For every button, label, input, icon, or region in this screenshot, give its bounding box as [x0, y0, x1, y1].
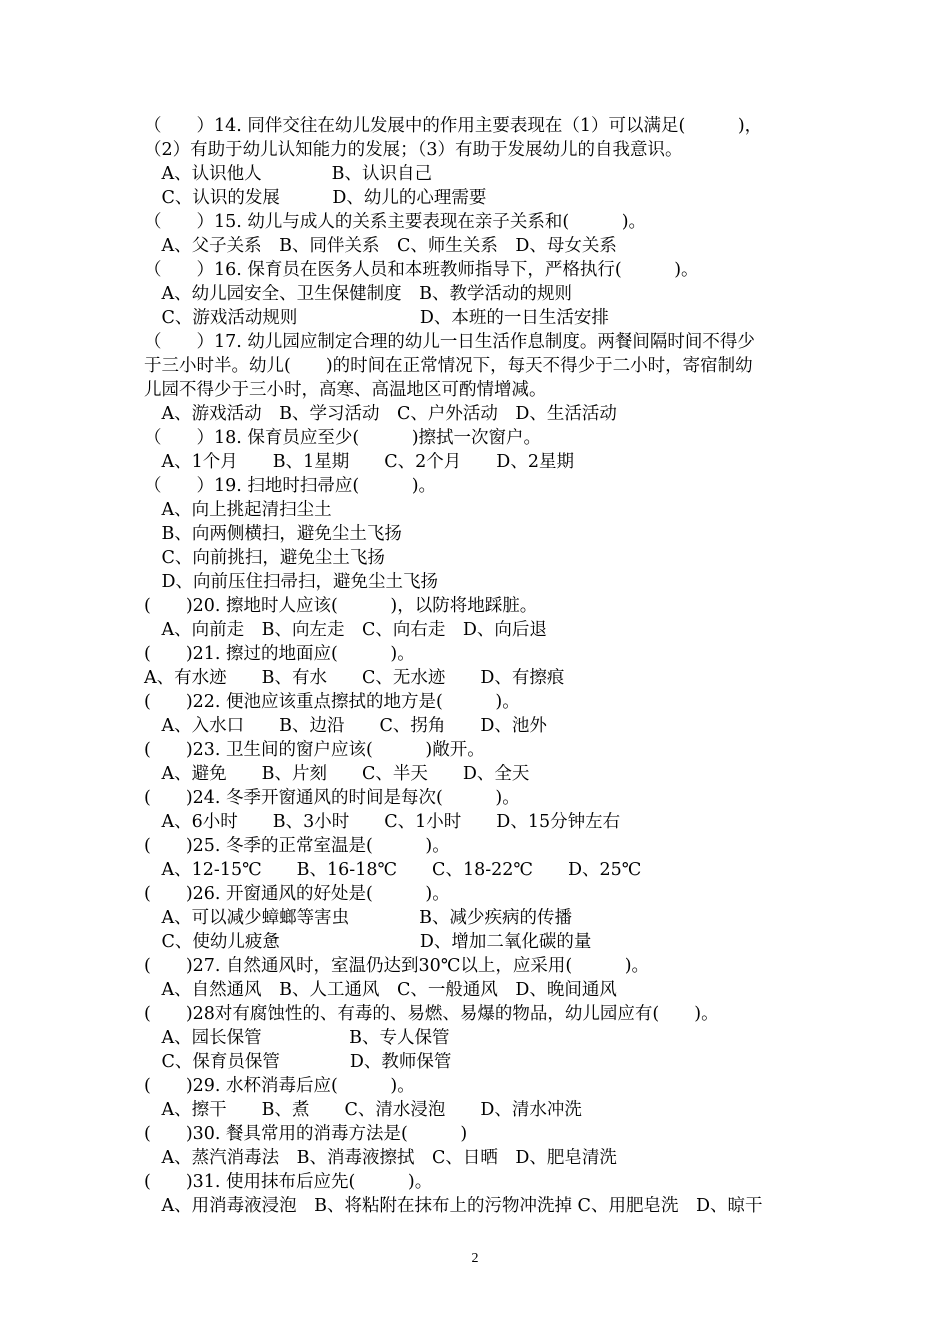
text-line: ( )31. 使用抹布后应先( )。: [144, 1172, 433, 1192]
text-line: A、用消毒液浸泡 B、将粘附在抹布上的污物冲洗掉 C、用肥皂洗 D、晾干: [144, 1196, 763, 1216]
text-line: ( )26. 开窗通风的好处是( )。: [144, 884, 450, 904]
text-line: ( )25. 冬季的正常室温是( )。: [144, 836, 450, 856]
text-line: （ ）17. 幼儿园应制定合理的幼儿一日生活作息制度。两餐间隔时间不得少: [144, 332, 755, 352]
text-line: （2）有助于幼儿认知能力的发展；（3）有助于发展幼儿的自我意识。: [144, 140, 683, 160]
text-line: ( )29. 水杯消毒后应( )。: [144, 1076, 415, 1096]
text-line: A、向上挑起清扫尘土: [144, 500, 332, 520]
text-line: C、向前挑扫，避免尘土飞扬: [144, 548, 385, 568]
text-line: A、父子关系 B、同伴关系 C、师生关系 D、母女关系: [144, 236, 617, 256]
text-line: ( )28对有腐蚀性的、有毒的、易燃、易爆的物品，幼儿园应有( )。: [144, 1004, 719, 1024]
text-line: （ ）15. 幼儿与成人的关系主要表现在亲子关系和( )。: [144, 212, 647, 232]
text-line: C、认识的发展 D、幼儿的心理需要: [144, 188, 487, 208]
text-line: ( )30. 餐具常用的消毒方法是( ): [144, 1124, 468, 1144]
text-line: B、向两侧横扫，避免尘土飞扬: [144, 524, 402, 544]
text-line: A、12-15℃ B、16-18℃ C、18-22℃ D、25℃: [144, 860, 642, 880]
text-line: A、6小时 B、3小时 C、1小时 D、15分钟左右: [144, 812, 621, 832]
text-line: ( )23. 卫生间的窗户应该( )敞开。: [144, 740, 485, 760]
text-line: ( )24. 冬季开窗通风的时间是每次( )。: [144, 788, 520, 808]
text-line: C、保育员保管 D、教师保管: [144, 1052, 452, 1072]
text-line: （ ）14. 同伴交往在幼儿发展中的作用主要表现在（1）可以满足( )，: [144, 116, 763, 136]
text-line: A、可以减少蟑螂等害虫 B、减少疾病的传播: [144, 908, 572, 928]
text-line: （ ）18. 保育员应至少( )擦拭一次窗户。: [144, 428, 542, 448]
text-line: A、认识他人 B、认识自己: [144, 164, 432, 184]
text-line: A、幼儿园安全、卫生保健制度 B、教学活动的规则: [144, 284, 572, 304]
text-line: ( )20. 擦地时人应该( )，以防将地踩脏。: [144, 596, 538, 616]
text-line: ( )21. 擦过的地面应( )。: [144, 644, 415, 664]
text-line: A、避免 B、片刻 C、半天 D、全天: [144, 764, 530, 784]
text-line: A、有水迹 B、有水 C、无水迹 D、有擦痕: [144, 668, 565, 688]
text-line: A、游戏活动 B、学习活动 C、户外活动 D、生活活动: [144, 404, 617, 424]
text-line: C、游戏活动规则 D、本班的一日生活安排: [144, 308, 609, 328]
text-line: 于三小时半。幼儿( )的时间在正常情况下，每天不得少于二小时，寄宿制幼: [144, 356, 753, 376]
text-line: D、向前压住扫帚扫，避免尘土飞扬: [144, 572, 439, 592]
text-line: （ ）16. 保育员在医务人员和本班教师指导下，严格执行( )。: [144, 260, 699, 280]
text-line: A、蒸汽消毒法 B、消毒液擦拭 C、日晒 D、肥皂清洗: [144, 1148, 617, 1168]
text-line: A、入水口 B、边沿 C、拐角 D、池外: [144, 716, 547, 736]
text-line: C、使幼儿疲惫 D、增加二氧化碳的量: [144, 932, 592, 952]
text-line: A、擦干 B、煮 C、清水浸泡 D、清水冲洗: [144, 1100, 582, 1120]
text-line: A、园长保管 B、专人保管: [144, 1028, 450, 1048]
text-line: 儿园不得少于三小时，高寒、高温地区可酌情增减。: [144, 380, 547, 400]
text-line: A、自然通风 B、人工通风 C、一般通风 D、晚间通风: [144, 980, 617, 1000]
text-line: ( )22. 便池应该重点擦拭的地方是( )。: [144, 692, 520, 712]
text-line: A、向前走 B、向左走 C、向右走 D、向后退: [144, 620, 547, 640]
text-line: ( )27. 自然通风时，室温仍达到30℃以上，应采用( )。: [144, 956, 650, 976]
text-line: A、1个月 B、1星期 C、2个月 D、2星期: [144, 452, 574, 472]
text-line: （ ）19. 扫地时扫帚应( )。: [144, 476, 437, 496]
page-number: 2: [471, 1251, 479, 1266]
